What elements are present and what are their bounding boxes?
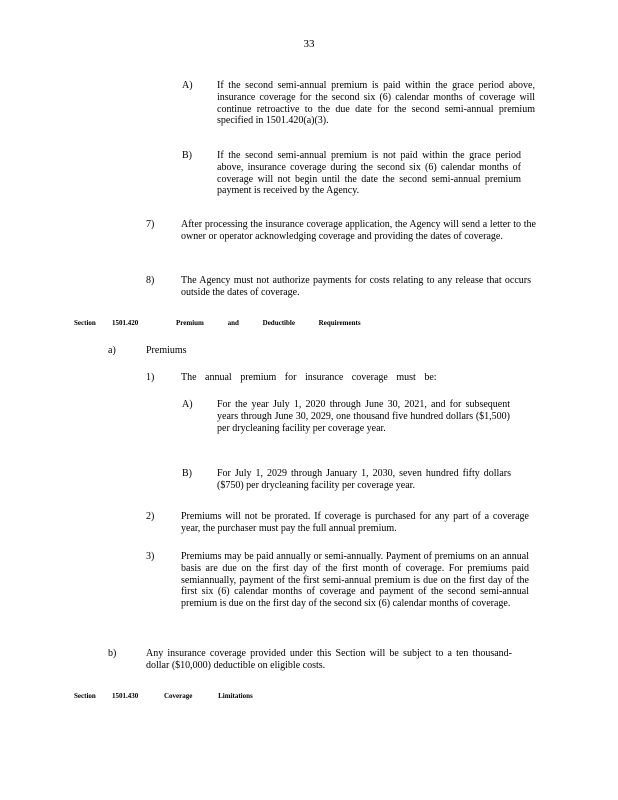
section-number: 1501.430	[112, 692, 139, 700]
item-2-text: Premiums will not be prorated. If coverage is purchased for any part of a coverage year, the purchaser must pay the full annual premium.	[181, 511, 529, 534]
section-word: Section	[74, 319, 96, 327]
sub-a-label: a)	[108, 345, 116, 356]
item-1B-label: B)	[182, 468, 192, 479]
sub-a-text: Premiums	[146, 345, 187, 356]
item-B-label: B)	[182, 150, 192, 161]
page-number: 33	[303, 38, 315, 50]
item-A-text: If the second semi-annual premium is paid within the grace period above, insurance coverage for the second six (6) calendar months of coverage will continue retroactive to the due date for the second semi-annual premium specified in 1501.420(a)(3).	[217, 80, 535, 127]
section-heading-1501-430	[74, 692, 253, 700]
section-word: Section	[74, 692, 96, 700]
item-7-label: 7)	[146, 219, 155, 230]
item-A-label: A)	[182, 80, 193, 91]
item-8-text: The Agency must not authorize payments for costs relating to any release that occurs outside the dates of coverage.	[181, 275, 531, 298]
section-title: Premium and Deductible Requirements	[176, 319, 361, 327]
item-1-text: The annual premium for insurance coverage must be:	[181, 372, 437, 383]
item-1A-text: For the year July 1, 2020 through June 30, 2021, and for subsequent years through June 30, 2029, one thousand five hundred dollars ($1,500) per drycleaning facility per coverage year.	[217, 399, 510, 434]
sub-b-text: Any insurance coverage provided under this Section will be subject to a ten thousand-dollar ($10,000) deductible on eligible costs.	[146, 648, 512, 671]
item-7-text: After processing the insurance coverage application, the Agency will send a letter to the owner or operator acknowledging coverage and providing the dates of coverage.	[181, 219, 536, 242]
item-3-text: Premiums may be paid annually or semi-annually. Payment of premiums on an annual basis are due on the first day of the first month of coverage. For premiums paid semiannually, payment of the first semi-annual premium is due on the first day of the first six (6) calendar months of coverage and payment of the second semi-annual premium is due on the first day of the second six (6) calendar months of coverage.	[181, 551, 529, 610]
item-2-label: 2)	[146, 511, 155, 522]
item-1A-label: A)	[182, 399, 193, 410]
section-number: 1501.420	[112, 319, 139, 327]
item-1B-text: For July 1, 2029 through January 1, 2030, seven hundred fifty dollars ($750) per drycleaning facility per coverage year.	[217, 468, 511, 491]
item-B-text: If the second semi-annual premium is not paid within the grace period above, insurance coverage during the second six (6) calendar months of coverage will not begin until the date the second semi-annual premium payment is received by the Agency.	[217, 150, 521, 197]
section-title: Coverage Limitations	[164, 692, 253, 700]
section-heading-1501-420	[74, 319, 361, 327]
item-3-label: 3)	[146, 551, 155, 562]
item-1-label: 1)	[146, 372, 155, 383]
item-8-label: 8)	[146, 275, 155, 286]
sub-b-label: b)	[108, 648, 117, 659]
